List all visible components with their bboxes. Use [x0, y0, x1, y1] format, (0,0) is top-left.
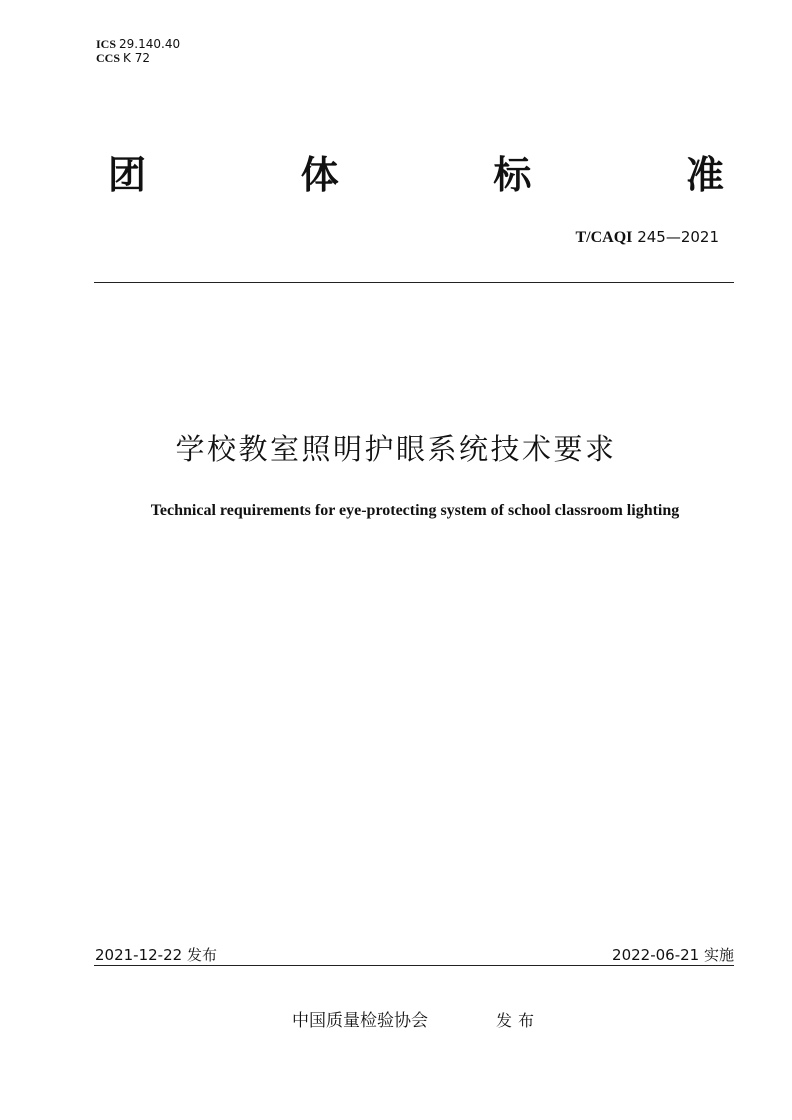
standard-number [576, 228, 720, 247]
title-chinese: 学校教室照明护眼系统技术要求 [175, 432, 617, 466]
top-divider [94, 282, 734, 283]
standard-prefix: T/CAQI [575, 229, 633, 246]
ccs-label: CCS [96, 51, 121, 65]
bottom-divider [94, 965, 734, 966]
document-type-heading [108, 150, 724, 200]
heading-char: 体 [300, 153, 339, 197]
heading-char: 准 [685, 153, 724, 197]
title-english: Technical requirements for eye-protecting system of school classroom lighting [150, 502, 680, 519]
heading-char: 团 [108, 153, 147, 197]
standard-code: 245—2021 [637, 228, 719, 246]
ics-value: 29.140.40 [119, 37, 181, 51]
publisher-name: 中国质量检验协会 [292, 1011, 428, 1031]
ccs-value: K 72 [123, 51, 150, 65]
issue-date: 2021-12-22 发布 [95, 946, 217, 964]
ccs-code [96, 51, 180, 65]
ics-label: ICS [96, 37, 117, 51]
heading-char: 标 [493, 153, 532, 197]
implementation-date: 2022-06-21 实施 [612, 946, 734, 964]
publish-label: 发布 [496, 1011, 541, 1030]
classification-codes [96, 37, 180, 65]
ics-code [96, 37, 180, 51]
